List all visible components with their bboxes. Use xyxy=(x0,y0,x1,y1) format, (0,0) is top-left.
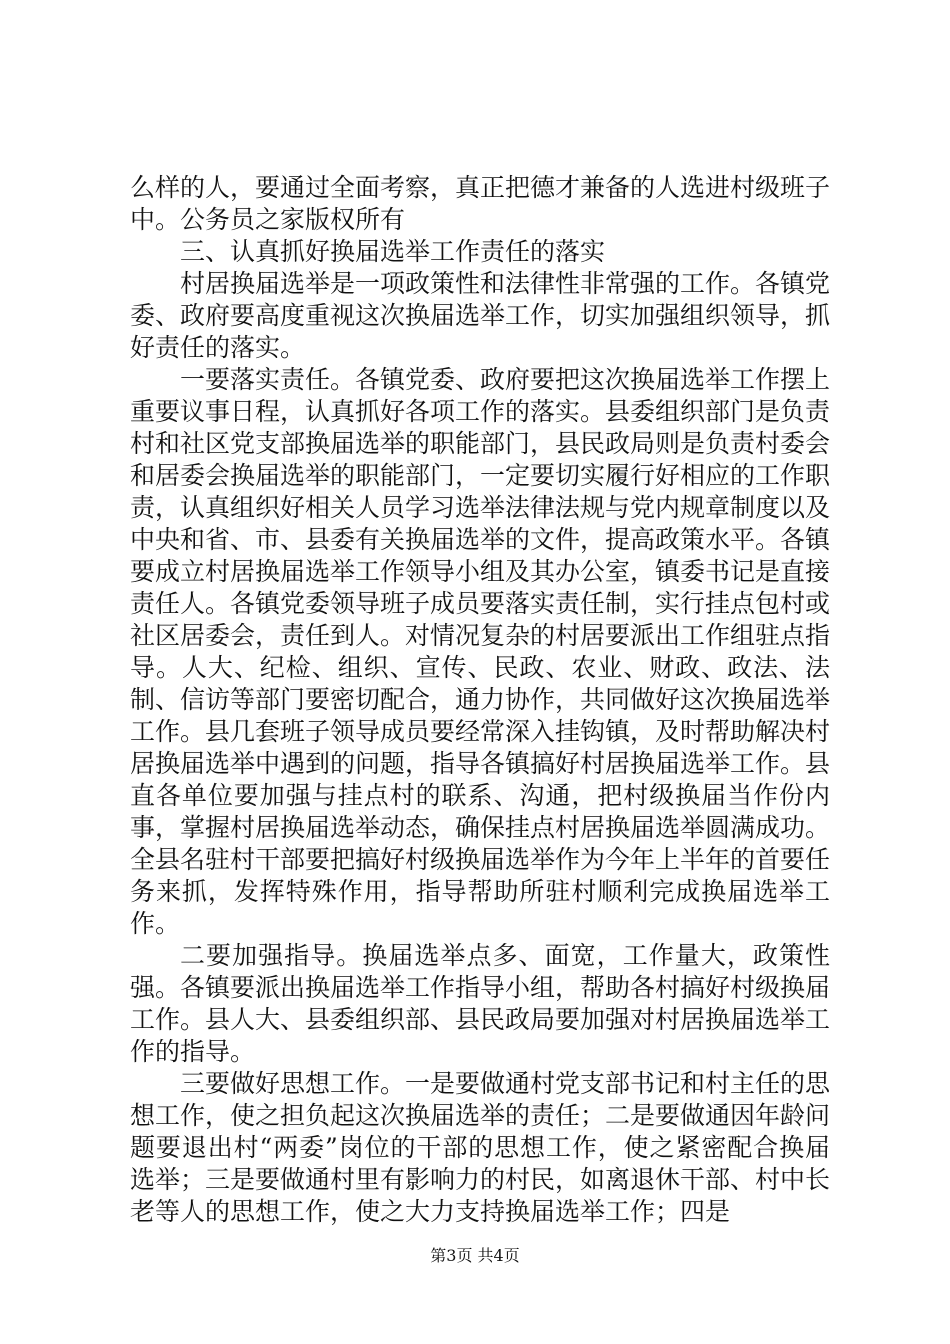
paragraph-continuation: 么样的人，要通过全面考察，真正把德才兼备的人选进村级班子中。公务员之家版权所有 xyxy=(130,173,831,234)
section-heading: 三、认真抓好换届选举工作责任的落实 xyxy=(180,237,606,266)
paragraph: 三要做好思想工作。一是要做通村党支部书记和村主任的思想工作，使之担负起这次换届选举的责任；二是要做通因年龄问题要退出村“两委”岗位的干部的思想工作，使之紧密配合换届选举；三是要做通村里有影响力的村民，如离退休干部、村中长老等人的思想工作，使之大力支持换届选举工作；四是 xyxy=(130,1069,831,1226)
paragraph: 村居换届选举是一项政策性和法律性非常强的工作。各镇党委、政府要高度重视这次换届选举工作，切实加强组织领导，抓好责任的落实。 xyxy=(130,269,831,362)
page-number-footer: 第3页 共4页 xyxy=(430,1246,520,1265)
paragraph: 二要加强指导。换届选举点多、面宽，工作量大，政策性强。各镇要派出换届选举工作指导小组，帮助各村搞好村级换届工作。县人大、县委组织部、县民政局要加强对村居换届选举工作的指导。 xyxy=(130,941,831,1066)
paragraph: 一要落实责任。各镇党委、政府要把这次换届选举工作摆上重要议事日程，认真抓好各项工作的落实。县委组织部门是负责村和社区党支部换届选举的职能部门，县民政局则是负责村委会和居委会换届选举的职能部门，一定要切实履行好相应的工作职责，认真组织好相关人员学习选举法律法规与党内规章制度以及中央和省、市、县委有关换届选举的文件，提高政策水平。各镇要成立村居换届选举工作领导小组及其办公室，镇委书记是直接责任人。各镇党委领导班子成员要落实责任制，实行挂点包村或社区居委会，责任到人。对情况复杂的村居要派出工作组驻点指导。人大、纪检、组织、宣传、民政、农业、财政、政法、法制、信访等部门要密切配合，通力协作，共同做好这次换届选举工作。县几套班子领导成员要经常深入挂钩镇，及时帮助解决村居换届选举中遇到的问题，指导各镇搞好村居换届选举工作。县直各单位要加强与挂点村的联系、沟通，把村级换届当作份内事，掌握村居换届选举动态，确保挂点村居换届选举圆满成功。全县名驻村干部要把搞好村级换届选举作为今年上半年的首要任务来抓，发挥特殊作用，指导帮助所驻村顺利完成换届选举工作。 xyxy=(130,365,831,938)
document-body xyxy=(130,172,830,1228)
